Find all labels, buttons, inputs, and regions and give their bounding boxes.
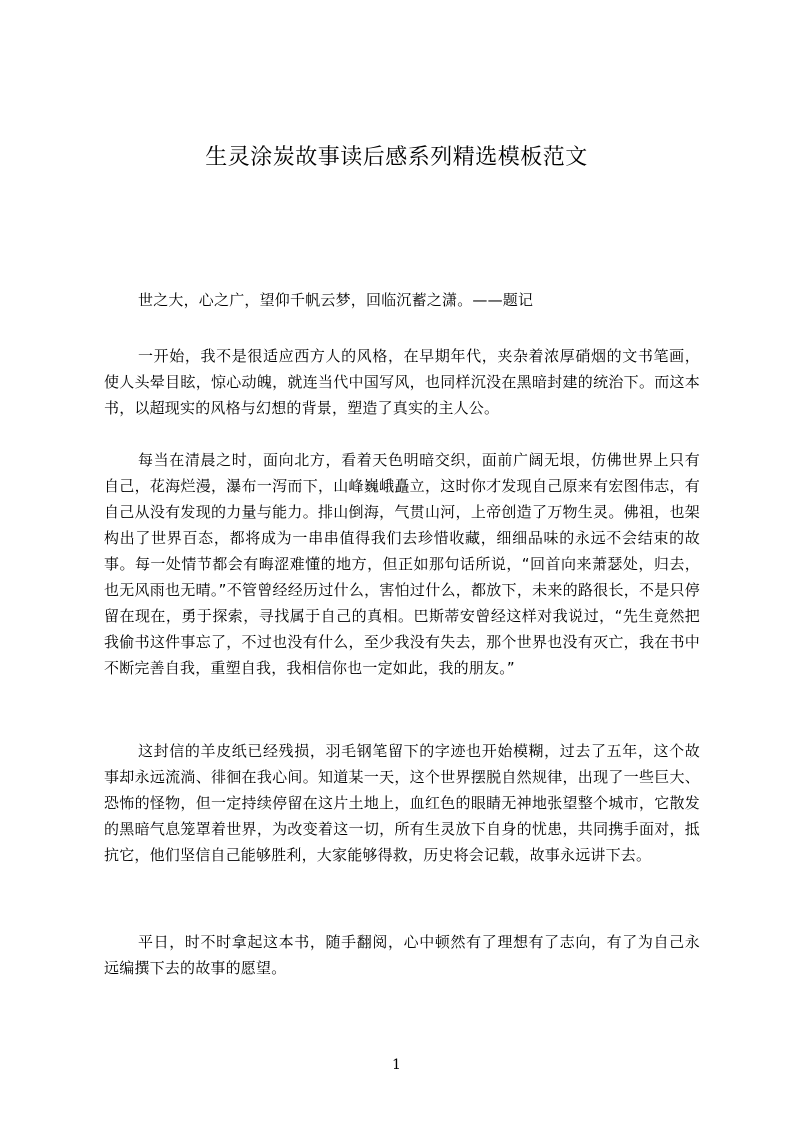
paragraph-3: 这封信的羊皮纸已经残损，羽毛钢笔留下的字迹也开始模糊，过去了五年，这个故事却永远流淌、徘徊在我心间。知道某一天，这个世界摆脱自然规律，出现了一些巨大、恐怖的怪物，但一定持续停留在这片土地上，血红色的眼睛无神地张望整个城市，它散发的黑暗气息笼罩着世界，为改变着这一切，所有生灵放下自身的忧患，共同携手面对，抵抗它，他们坚信自己能够胜利，大家能够得救，历史将会记载，故事永远讲下去。 (104, 742, 700, 864)
page-number: 1 (392, 1057, 401, 1073)
page-title: 生灵涂炭故事读后感系列精选模板范文 (205, 145, 588, 170)
paragraph-2: 每当在清晨之时，面向北方，看着天色明暗交织，面前广阔无垠，仿佛世界上只有自己，花海烂漫，瀑布一泻而下，山峰巍峨矗立，这时你才发现自己原来有宏图伟志，有自己从没有发现的力量与能力。排山倒海，气贯山河，上帝创造了万物生灵。佛祖，也架构出了世界百态，都将成为一串串值得我们去珍惜收藏，细细品味的永远不会结束的故事。每一处情节都会有晦涩难懂的地方，但正如那句话所说，“回首向来萧瑟处，归去，也无风雨也无晴。”不管曾经经历过什么，害怕过什么，都放下，未来的路很长，不是只停留在现在，勇于探索，寻找属于自己的真相。巴斯蒂安曾经这样对我说过，“先生竟然把我偷书这件事忘了，不过也没有什么，至少我没有失去，那个世界也没有灭亡，我在书中不断完善自我，重塑自我，我相信你也一定如此，我的朋友。” (104, 451, 700, 677)
paragraph-4: 平日，时不时拿起这本书，随手翻阅，心中顿然有了理想有了志向，有了为自己永远编撰下去的故事的愿望。 (104, 933, 700, 977)
epigraph: 世之大，心之广，望仰千帆云梦，回临沉蓄之潇。——题记 (138, 291, 534, 309)
paragraph-1: 一开始，我不是很适应西方人的风格，在早期年代，夹杂着浓厚硝烟的文书笔画，使人头晕目眩，惊心动魄，就连当代中国写风，也同样沉没在黑暗封建的统治下。而这本书，以超现实的风格与幻想的背景，塑造了真实的主人公。 (104, 347, 700, 417)
